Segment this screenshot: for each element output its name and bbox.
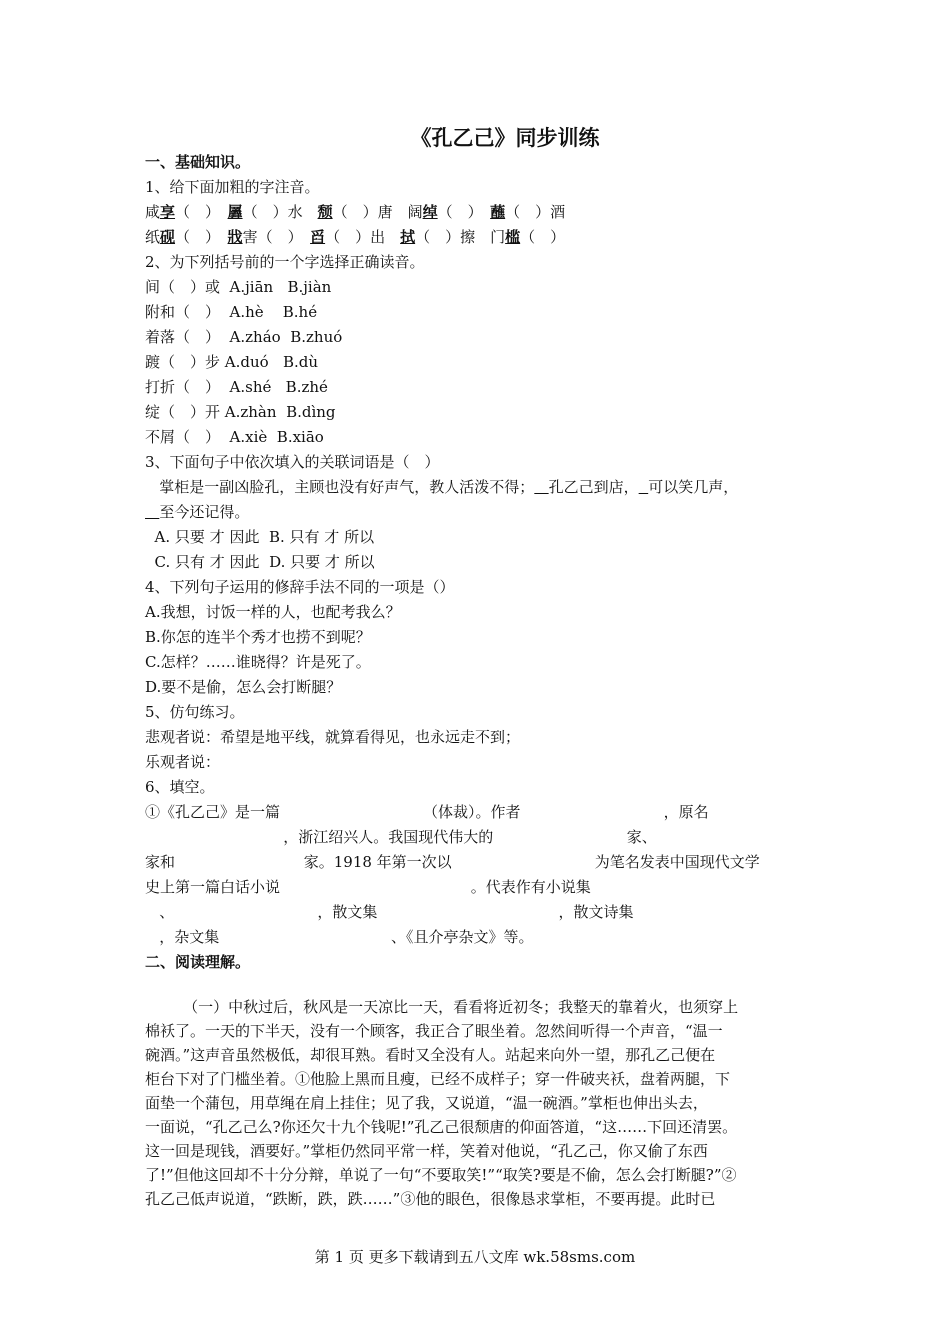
q4-option: D.要不是偷，怎么会打断腿？ bbox=[145, 678, 342, 696]
blank-line bbox=[145, 503, 159, 521]
question-4: 4、下列句子运用的修辞手法不同的一项是（） bbox=[145, 578, 455, 596]
q6-line: 、 ，散文集 ，散文诗集 bbox=[145, 903, 634, 921]
target-character: 羼 bbox=[227, 203, 243, 221]
row-text: （ ）擦 门 bbox=[415, 228, 506, 246]
q3-sentence bbox=[145, 477, 738, 497]
reading-line: 一面说，“孔乙己么?你还欠十九个钱呢!”孔乙己很颓唐的仰面答道，“这……下回还清罢。 bbox=[145, 1118, 738, 1136]
section-heading-reading: 二、阅读理解。 bbox=[145, 953, 251, 971]
question-5: 5、仿句练习。 bbox=[145, 703, 245, 721]
q3-sentence-part: 孔乙己到店， bbox=[548, 478, 639, 496]
row-text: （ ） bbox=[520, 228, 566, 246]
q6-line: ①《孔乙己》是一篇 （体裁）。作者 ，原名 bbox=[145, 803, 709, 821]
target-character: 颓 bbox=[317, 203, 333, 221]
q4-option: B.你怎的连半个秀才也捞不到呢？ bbox=[145, 628, 371, 646]
q4-option: A.我想，讨饭一样的人，也配考我么？ bbox=[145, 603, 401, 621]
q2-item: 踱（ ）步 A.duó B.dù bbox=[145, 353, 319, 371]
blank-line bbox=[534, 478, 548, 496]
target-character: 舀 bbox=[310, 228, 326, 246]
q3-sentence-part: 可以笑几声， bbox=[648, 478, 739, 496]
reading-line: 柜台下对了门槛坐着。①他脸上黑而且瘦，已经不成样子；穿一件破夹袄，盘着两腿，下 bbox=[145, 1070, 731, 1088]
row-text: （ ） bbox=[437, 203, 491, 221]
q6-line: 家和 家。1918 年第一次以 为笔名发表中国现代文学 bbox=[145, 853, 760, 871]
q3-sentence-part: 至今还记得。 bbox=[159, 503, 250, 521]
q3-sentence-cont bbox=[145, 502, 249, 522]
row-text: （ ）出 bbox=[325, 228, 401, 246]
row-text: 纸 bbox=[145, 228, 161, 246]
q2-item: 绽（ ）开 A.zhàn B.dìng bbox=[145, 403, 336, 421]
row-text: （ ） bbox=[175, 203, 228, 221]
reading-line: 这一回是现钱，酒要好。”掌柜仍然同平常一样，笑着对他说，“孔乙己，你又偷了东西 bbox=[145, 1142, 708, 1160]
q6-line: ，杂文集 、《且介亭杂文》等。 bbox=[145, 928, 534, 946]
question-6: 6、填空。 bbox=[145, 778, 215, 796]
target-character: 拭 bbox=[400, 228, 416, 246]
reading-line: 了!”但他这回却不十分分辩，单说了一句“不要取笑!”“取笑?要是不偷，怎么会打断腿?”② bbox=[145, 1166, 737, 1184]
question-2: 2、为下列括号前的一个字选择正确读音。 bbox=[145, 253, 425, 271]
q6-line: ，浙江绍兴人。我国现代伟大的 家、 bbox=[145, 828, 657, 846]
q1-row-2 bbox=[145, 227, 565, 247]
q6-line: 史上第一篇白话小说 。代表作有小说集 bbox=[145, 878, 591, 896]
row-text: （ ）酒 bbox=[505, 203, 566, 221]
blank-line bbox=[639, 478, 649, 496]
row-text: 害（ ） bbox=[242, 228, 311, 246]
page-title: 《孔乙己》同步训练 bbox=[410, 125, 600, 150]
q2-item: 不屑（ ） A.xiè B.xiāo bbox=[145, 428, 324, 446]
q3-sentence-part: 掌柜是一副凶脸孔，主顾也没有好声气，教人活泼不得； bbox=[145, 478, 535, 496]
reading-line: 碗酒。”这声音虽然极低，却很耳熟。看时又全没有人。站起来向外一望，那孔乙己便在 bbox=[145, 1046, 716, 1064]
q3-options: A. 只要 才 因此 B. 只有 才 所以 bbox=[145, 528, 375, 546]
page-footer: 第 1 页 更多下载请到五八文库 wk.58sms.com bbox=[314, 1248, 636, 1266]
row-text: （ ）水 bbox=[242, 203, 318, 221]
q1-row-1 bbox=[145, 202, 565, 222]
q5-line: 乐观者说： bbox=[145, 753, 221, 771]
target-character: 享 bbox=[160, 203, 176, 221]
question-3: 3、下面句子中依次填入的关联词语是（ ） bbox=[145, 453, 440, 471]
row-text: 咸 bbox=[145, 203, 161, 221]
q2-item: 打折（ ） A.shé B.zhé bbox=[145, 378, 328, 396]
reading-line: （一）中秋过后，秋风是一天凉比一天，看看将近初冬；我整天的靠着火，也须穿上 bbox=[145, 998, 739, 1016]
target-character: 戕 bbox=[227, 228, 243, 246]
q2-item: 着落（ ） A.zháo B.zhuó bbox=[145, 328, 343, 346]
q2-item: 间（ ）或 A.jiān B.jiàn bbox=[145, 278, 332, 296]
target-character: 绰 bbox=[422, 203, 438, 221]
reading-line: 面垫一个蒲包，用草绳在肩上挂住；见了我，又说道，“温一碗酒。”掌柜也伸出头去， bbox=[145, 1094, 708, 1112]
question-1: 1、给下面加粗的字注音。 bbox=[145, 178, 320, 196]
section-heading-basic: 一、基础知识。 bbox=[145, 153, 251, 171]
reading-line: 棉袄了。一天的下半天，没有一个顾客，我正合了眼坐着。忽然间听得一个声音，“温一 bbox=[145, 1022, 723, 1040]
q5-line: 悲观者说：希望是地平线，就算看得见，也永远走不到； bbox=[145, 728, 521, 746]
target-character: 蘸 bbox=[490, 203, 506, 221]
row-text: （ ）唐 阔 bbox=[332, 203, 423, 221]
q2-item: 附和（ ） A.hè B.hé bbox=[145, 303, 318, 321]
target-character: 槛 bbox=[505, 228, 521, 246]
reading-line: 孔乙己低声说道，“跌断，跌，跌……”③他的眼色，很像恳求掌柜，不要再提。此时已 bbox=[145, 1190, 716, 1208]
row-text: （ ） bbox=[175, 228, 228, 246]
target-character: 砚 bbox=[160, 228, 176, 246]
q3-options: C. 只有 才 因此 D. 只要 才 所以 bbox=[145, 553, 375, 571]
q4-option: C.怎样？……谁晓得？许是死了。 bbox=[145, 653, 371, 671]
